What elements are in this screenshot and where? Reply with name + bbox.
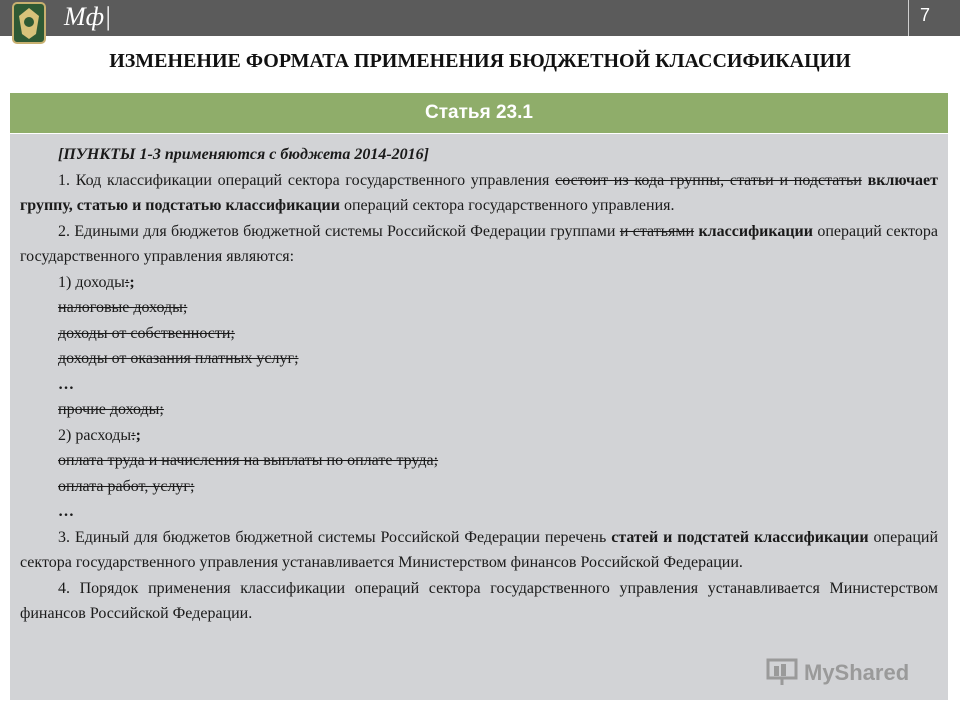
watermark [766,654,936,694]
paragraph-2: 2. Едиными для бюджетов бюджетной системы Российской Федерации группами и статьями классификации операций сектора государственного управления являются: [20,222,939,265]
ellipsis: … [58,375,74,393]
paragraph-4: 4. Порядок применения классификации операций сектора государственного управления устанавливается Министерством финансов Российской Федерации. [20,579,938,622]
paragraph-3: 3. Единый для бюджетов бюджетной системы Российской Федерации перечень статей и подстатей классификации операций сектора государственного управления устанавливается Министерством финансов Российской Федерации. [20,528,939,571]
list-item: доходы от собственности; [58,324,235,342]
income-label: 1) доходы:; [58,273,135,291]
list-item: доходы от оказания платных услуг; [58,350,299,367]
expenses-label: 2) расходы:; [58,426,141,444]
slide-title: ИЗМЕНЕНИЕ ФОРМАТА ПРИМЕНЕНИЯ БЮДЖЕТНОЙ КЛАССИФИКАЦИИ [109,50,851,72]
watermark-text: MyShared [804,660,910,685]
paragraph-1: 1. Код классификации операций сектора государственного управления состоит из кода группы, статьи и подстатьи включает группу, статью и подстатью классификации операций сектора государственного управления. [20,171,939,214]
article-text [10,134,948,700]
list-item: оплата работ, услуг; [58,477,195,495]
page-number: 7 [908,0,941,36]
list-item: оплата труда и начисления на выплаты по оплате труда; [58,452,439,469]
logo-text: Мф| [64,2,112,31]
ellipsis: … [58,503,74,520]
applicability-note: [ПУНКТЫ 1-3 применяются с бюджета 2014-2016] [58,146,429,163]
ministry-emblem-icon [12,2,46,44]
article-header: Статья 23.1 [10,93,948,133]
presentation-icon [766,658,798,686]
header-bar [0,0,960,36]
list-item: прочие доходы; [58,401,164,418]
list-item: налоговые доходы; [58,299,188,316]
